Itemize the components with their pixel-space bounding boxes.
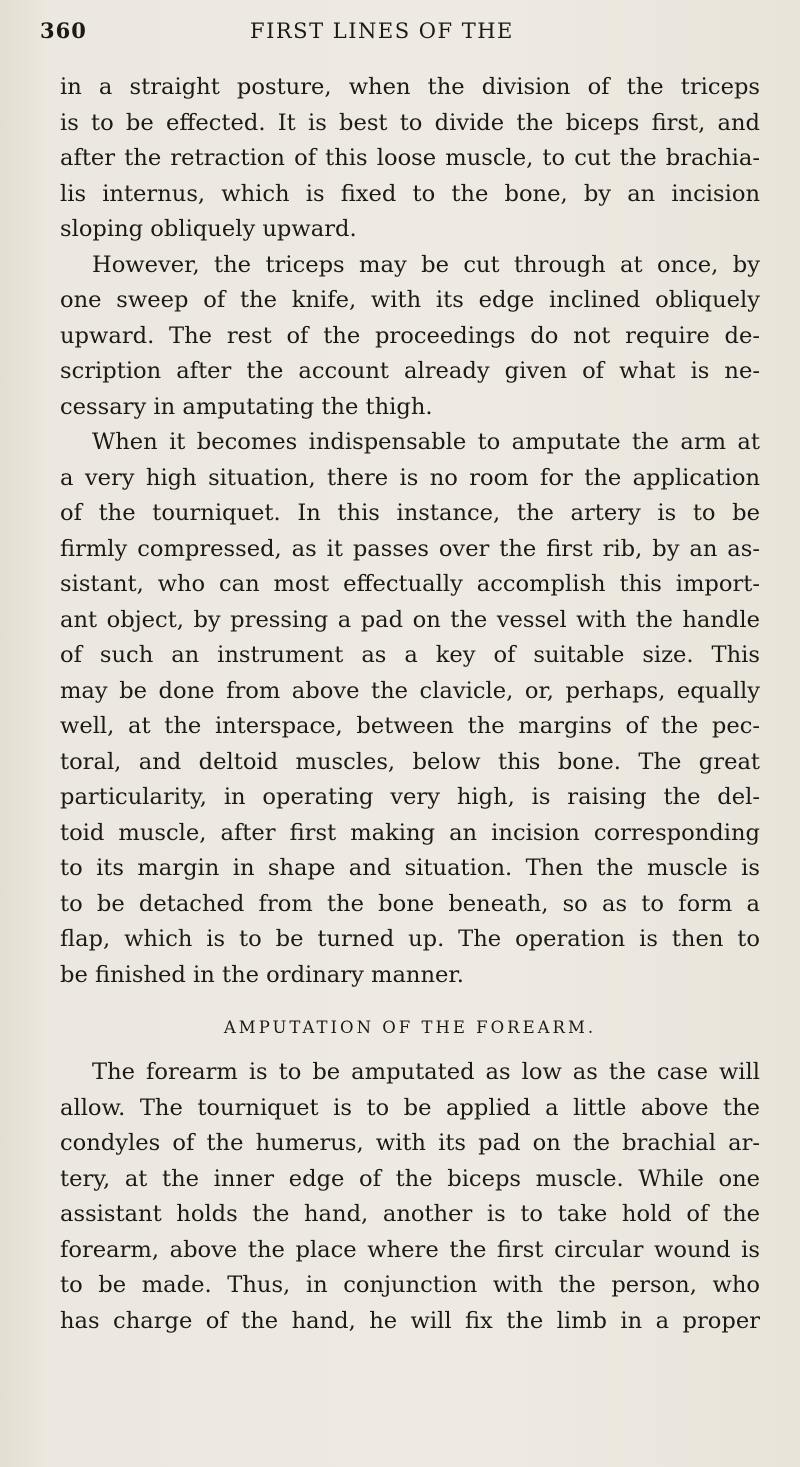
text-line: tery, at the inner edge of the biceps muscle. While one bbox=[60, 1165, 760, 1192]
text-line: The forearm is to be amputated as low as the case will bbox=[92, 1059, 760, 1085]
text-line: cessary in amputating the thigh. bbox=[60, 393, 433, 420]
text-line: to its margin in shape and situation. Then the muscle is bbox=[60, 855, 760, 881]
text-line: sistant, who can most effectually accomplish this import- bbox=[60, 571, 760, 597]
text-line: in a straight posture, when the division of the triceps bbox=[60, 74, 760, 100]
text-line: toral, and deltoid muscles, below this bone. The great bbox=[60, 748, 760, 775]
text-line: allow. The tourniquet is to be applied a little above the bbox=[60, 1094, 760, 1121]
text-line: may be done from above the clavicle, or, perhaps, equally bbox=[60, 677, 760, 704]
text-line: scription after the account already given of what is ne- bbox=[60, 358, 760, 384]
text-line: after the retraction of this loose muscle, to cut the brachia- bbox=[60, 145, 760, 171]
running-head bbox=[40, 18, 760, 58]
text-line: lis internus, which is fixed to the bone, by an incision bbox=[60, 180, 760, 207]
text-line: of such an instrument as a key of suitable size. This bbox=[60, 642, 760, 668]
text-line: firmly compressed, as it passes over the first rib, by an as- bbox=[60, 535, 760, 562]
text-line: When it becomes indispensable to amputate the arm at bbox=[92, 429, 760, 455]
text-line: flap, which is to be turned up. The operation is then to bbox=[60, 926, 760, 952]
text-line: toid muscle, after first making an incision corresponding bbox=[60, 819, 760, 846]
text-line: be finished in the ordinary manner. bbox=[60, 961, 464, 988]
text-line: of the tourniquet. In this instance, the artery is to be bbox=[60, 500, 760, 526]
text-line: to be detached from the bone beneath, so as to form a bbox=[60, 890, 760, 917]
text-line: a very high situation, there is no room for the application bbox=[60, 464, 760, 491]
text-line: However, the triceps may be cut through at once, by bbox=[92, 251, 760, 278]
text-line: to be made. Thus, in conjunction with the person, who bbox=[60, 1272, 760, 1298]
running-title: FIRST LINES OF THE bbox=[250, 19, 514, 43]
text-line: ant object, by pressing a pad on the vessel with the handle bbox=[60, 606, 760, 633]
body-text bbox=[60, 70, 760, 1339]
text-line: is to be effected. It is best to divide the biceps first, and bbox=[60, 109, 760, 136]
text-line: particularity, in operating very high, is raising the del- bbox=[60, 784, 760, 810]
text-line: well, at the interspace, between the margins of the pec- bbox=[60, 713, 760, 739]
section-heading: AMPUTATION OF THE FOREARM. bbox=[223, 1018, 597, 1037]
page-number: 360 bbox=[40, 18, 87, 43]
text-line: upward. The rest of the proceedings do not require de- bbox=[60, 322, 760, 349]
text-line: has charge of the hand, he will fix the limb in a proper bbox=[60, 1307, 760, 1334]
text-line: one sweep of the knife, with its edge inclined obliquely bbox=[60, 287, 760, 313]
text-line: sloping obliquely upward. bbox=[60, 216, 357, 242]
text-line: condyles of the humerus, with its pad on the brachial ar- bbox=[60, 1130, 760, 1156]
text-line: assistant holds the hand, another is to take hold of the bbox=[60, 1201, 760, 1227]
text-line: forearm, above the place where the first circular wound is bbox=[60, 1236, 760, 1263]
